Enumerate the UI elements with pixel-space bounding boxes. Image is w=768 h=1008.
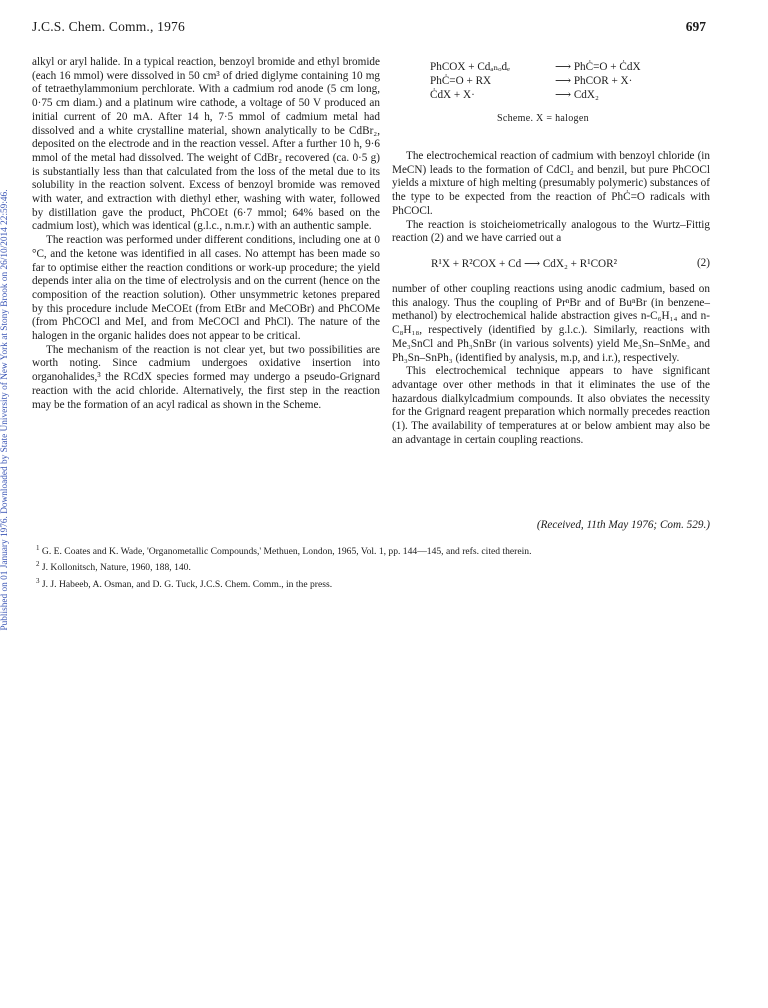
footnote-number: 3 bbox=[36, 576, 40, 585]
equation-number: (2) bbox=[696, 257, 710, 269]
footnote-text: J. J. Habeeb, A. Osman, and D. G. Tuck, J.C.S. Chem. Comm., in the press. bbox=[41, 578, 333, 590]
received-date: (Received, 11th May 1976; Com. 529.) bbox=[536, 519, 710, 531]
right-column-top bbox=[392, 150, 710, 246]
page-number: 697 bbox=[685, 19, 706, 34]
publication-sidebar-note bbox=[0, 190, 14, 630]
sidebar-note-text: Published on 01 January 1976. Downloaded by State University of New York at Stony Brook on 26/10/2014 22:59:46. bbox=[0, 189, 10, 631]
footnote-number: 1 bbox=[36, 544, 40, 552]
scheme-lhs: PhĊ=O + RX bbox=[430, 75, 492, 87]
scheme-rhs: ⟶ CdX₂ bbox=[555, 89, 599, 101]
footnote-text: G. E. Coates and K. Wade, 'Organometallic Compounds,' Methuen, London, 1965, Vol. 1, pp. 144—145, and refs. cited therein. bbox=[41, 546, 532, 558]
left-paragraph-3: The mechanism of the reaction is not clear yet, but two possibilities are worth noting. Since cadmium undergoes oxidative insertion into organohalides,³ the RCdX species formed may undergo a pseudo-Grignard reaction with the acid chloride. Alternatively, the first step in the reaction may be the formation of an acyl radical as shown in the Scheme. bbox=[32, 343, 380, 411]
right-paragraph-2: The reaction is stoicheiometrically analogous to the Wurtz–Fittig reaction (2) and we have carried out a bbox=[392, 218, 710, 245]
footnote-text: J. Kollonitsch, Nature, 1960, 188, 140. bbox=[41, 562, 191, 574]
scheme-rhs: ⟶ PhCOR + X· bbox=[555, 75, 633, 87]
reaction-scheme bbox=[430, 60, 690, 102]
left-column bbox=[32, 56, 380, 412]
right-paragraph-3: number of other coupling reactions using anodic cadmium, based on this analogy. Thus the coupling of PrⁿBr and of BuⁿBr (in benzene–methanol) by electrochemical halide abstraction gives n-C₆H₁₄ and n-C₈H₁₈, respectively (identified by g.l.c.). Similarly, reactions with Me₃SnCl and Ph₃SnBr (in various solvents) yield Me₃Sn–SnMe₃ and Ph₃Sn–SnPh₃ (identified by analysis, m.p, and i.r.), respectively. bbox=[392, 283, 710, 364]
scheme-row bbox=[430, 60, 690, 74]
left-paragraph-2: The reaction was performed under different conditions, including one at 0 °C, and the ketone was identified in all cases. No attempt has been made so far to optimise either the reaction conditions or work-up procedure; the yield depends inter alia on the time of electrolysis and on the current (hence on the composition of the reaction solution). Other unsymmetric ketones prepared by this procedure include MeCOEt (from EtBr and MeCOBr) and PhCOMe (from PhCOCl and MeI, and from MeCOCl and PhCl). The nature of the halogen in the organic halides does not appear to be critical. bbox=[32, 234, 380, 343]
right-column-bottom bbox=[392, 283, 710, 447]
footnotes bbox=[36, 542, 716, 591]
scheme-lhs: ĊdX + X· bbox=[430, 89, 475, 101]
right-paragraph-1: The electrochemical reaction of cadmium with benzoyl chloride (in MeCN) leads to the formation of CdCl₂ and benzil, but pure PhCOCl yields a mixture of high melting (presumably polymeric) substances of the type to be expected from the reaction of PhĊ=O radicals with PhCOCl. bbox=[392, 150, 710, 217]
left-paragraph-1: alkyl or aryl halide. In a typical reaction, benzoyl bromide and ethyl bromide (each 16 mmol) were dissolved in 50 cm³ of dried diglyme containing 10 mg of tetraethylammonium perchlorate. With a cadmium rod anode (5 cm long, 0·75 cm diam.) and a platinum wire cathode, a voltage of 50 V produced an initial current of 20 mA. After 14 h, 7·5 mmol of cadmium metal had dissolved and a white crystalline material, shown analytically to be CdBr₂, deposited on the electrode and in the reaction vessel. After a further 10 h, 9·6 mmol of the metal had dissolved. The weight of CdBr₂ recovered (ca. 0·5 g) is substantially less than that calculated from the loss of the metal due to its solubility in the reaction solvent. Excess of benzoyl bromide was removed with water, and extraction with diethyl ether, washing with water, followed by distillation gave the product, PhCOEt (6·7 mmol; 64% based on the cadmium lost), which was identical (g.l.c., n.m.r.) with an authentic sample. bbox=[32, 56, 380, 233]
equation-body: R¹X + R²COX + Cd ⟶ CdX₂ + R¹COR² bbox=[431, 258, 617, 270]
scheme-row bbox=[430, 74, 690, 88]
footnote bbox=[36, 558, 716, 574]
scheme-lhs: PhCOX + Cdₐₙₒdₑ bbox=[430, 61, 510, 73]
right-paragraph-4: This electrochemical technique appears to have significant advantage over other methods in that it eliminates the use of the hazardous dialkylcadmium compounds. It also obviates the necessity for the Grignard reagent preparation which normally precedes reaction (1). The availability of temperatures at or below ambient may also be an advantage in certain coupling reactions. bbox=[392, 365, 710, 446]
scheme-caption: Scheme. X = halogen bbox=[497, 113, 589, 124]
journal-header: J.C.S. Chem. Comm., 1976 bbox=[32, 19, 185, 34]
footnote bbox=[36, 542, 716, 558]
footnote bbox=[36, 575, 716, 591]
scheme-row bbox=[430, 88, 690, 102]
footnote-number: 2 bbox=[36, 560, 40, 569]
scheme-rhs: ⟶ PhĊ=O + ĊdX bbox=[555, 61, 641, 73]
